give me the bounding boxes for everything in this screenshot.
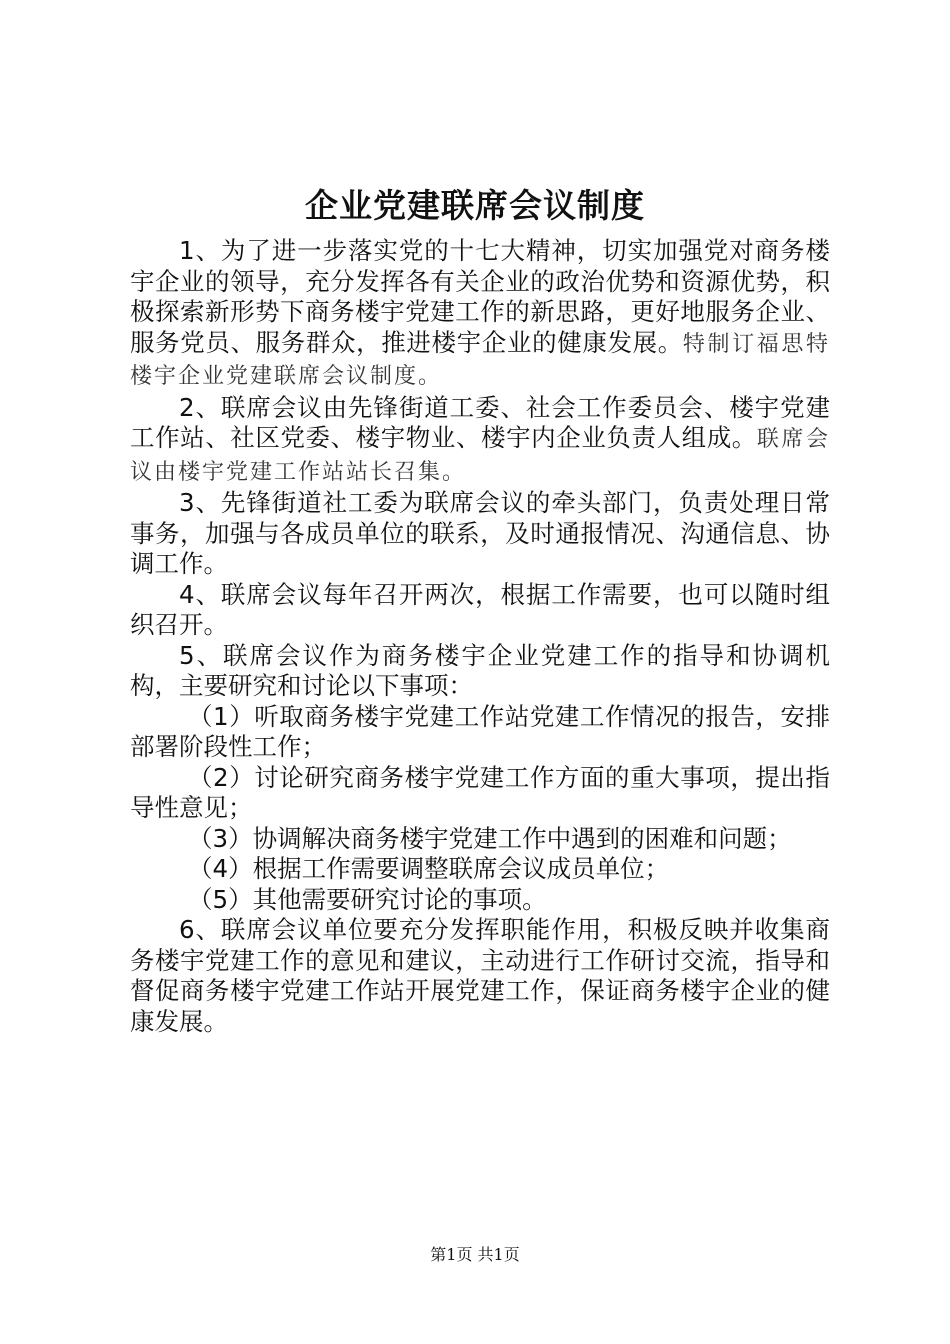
sub-item-4: （4）根据工作需要调整联席会议成员单位； bbox=[188, 854, 670, 883]
sub-item-1: （1）听取商务楼宇党建工作站党建工作情况的报告，安排部署阶段性工作； bbox=[130, 701, 830, 761]
sub-item-2: （2）讨论研究商务楼宇党建工作方面的重大事项，提出指导性意见； bbox=[130, 762, 830, 822]
paragraph-1-text: 1、为了进一步落实党的十七大精神，切实加强党对商务楼宇企业的领导，充分发挥各有关企业的政治优势和资源优势，积极探索新形势下商务楼宇党建工作的新思路，更好地服务企业、服务党员、服务群众，推进楼宇企业的健康发展。 bbox=[130, 236, 830, 357]
sub-item-3: （3）协调解决商务楼宇党建工作中遇到的困难和问题； bbox=[188, 823, 792, 853]
paragraph-2-text: 2、联席会议由先锋街道工委、社会工作委员会、楼宇党建工作站、社区党委、楼宇物业、楼宇内企业负责人组成。 bbox=[130, 392, 830, 452]
sub-item-5: （5）其他需要研究讨论的事项。 bbox=[188, 884, 547, 914]
paragraph-2-tail: 联席会议由楼宇党建工作站站长召集。 bbox=[130, 427, 830, 485]
paragraph-2 bbox=[130, 393, 830, 489]
paragraph-1-tail: 特制订福思特楼宇企业党建联席会议制度。 bbox=[130, 331, 830, 389]
document-title: 企业党建联席会议制度 bbox=[305, 186, 645, 225]
page-number-footer: 第1页 共1页 bbox=[430, 1245, 520, 1264]
paragraph-3: 3、先锋街道社工委为联席会议的牵头部门，负责处理日常事务，加强与各成员单位的联系，及时通报情况、沟通信息、协调工作。 bbox=[130, 488, 830, 578]
paragraph-4: 4、联席会议每年召开两次，根据工作需要，也可以随时组织召开。 bbox=[130, 579, 830, 639]
paragraph-6: 6、联席会议单位要充分发挥职能作用，积极反映并收集商务楼宇党建工作的意见和建议，主动进行工作研讨交流，指导和督促商务楼宇党建工作站开展党建工作，保证商务楼宇企业的健康发展。 bbox=[130, 915, 830, 1036]
paragraph-5: 5、联席会议作为商务楼宇企业党建工作的指导和协调机构，主要研究和讨论以下事项： bbox=[130, 640, 830, 700]
document-body bbox=[130, 236, 830, 1037]
paragraph-1 bbox=[130, 236, 830, 393]
